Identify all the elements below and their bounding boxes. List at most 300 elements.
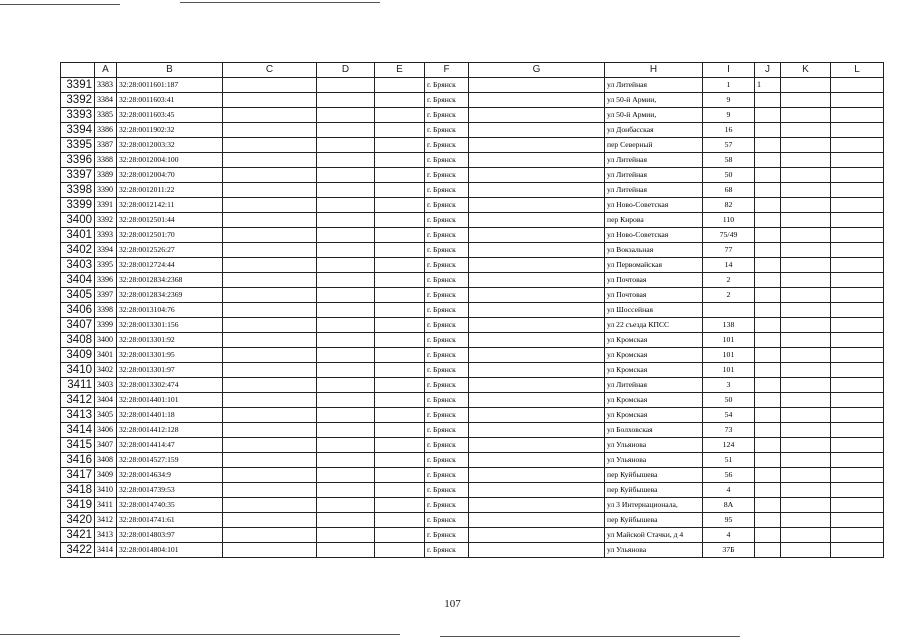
cell-e[interactable]	[375, 273, 425, 288]
cell-e[interactable]	[375, 198, 425, 213]
cell-j[interactable]	[755, 228, 781, 243]
cell-c[interactable]	[223, 183, 317, 198]
row-number[interactable]: 3404	[61, 273, 95, 288]
cell-e[interactable]	[375, 318, 425, 333]
cell-k[interactable]	[781, 378, 831, 393]
cell-j[interactable]	[755, 108, 781, 123]
row-number[interactable]: 3419	[61, 498, 95, 513]
cell-c[interactable]	[223, 108, 317, 123]
cell-i[interactable]: 75/49	[703, 228, 755, 243]
cell-j[interactable]	[755, 483, 781, 498]
cell-c[interactable]	[223, 483, 317, 498]
cell-b[interactable]: 32:28:0013301:92	[117, 333, 223, 348]
cell-f[interactable]: г. Брянск	[425, 483, 469, 498]
cell-k[interactable]	[781, 168, 831, 183]
cell-e[interactable]	[375, 408, 425, 423]
cell-i[interactable]: 82	[703, 198, 755, 213]
cell-j[interactable]	[755, 333, 781, 348]
cell-g[interactable]	[469, 153, 605, 168]
cell-f[interactable]: г. Брянск	[425, 213, 469, 228]
cell-j[interactable]	[755, 348, 781, 363]
cell-k[interactable]	[781, 543, 831, 558]
row-number[interactable]: 3398	[61, 183, 95, 198]
cell-l[interactable]	[831, 153, 884, 168]
cell-j[interactable]	[755, 513, 781, 528]
cell-h[interactable]: ул Почтовая	[605, 288, 703, 303]
cell-b[interactable]: 32:28:0014401:101	[117, 393, 223, 408]
cell-d[interactable]	[317, 423, 375, 438]
row-number[interactable]: 3415	[61, 438, 95, 453]
column-header-j[interactable]: J	[755, 63, 781, 78]
cell-c[interactable]	[223, 363, 317, 378]
cell-f[interactable]: г. Брянск	[425, 243, 469, 258]
cell-c[interactable]	[223, 468, 317, 483]
cell-k[interactable]	[781, 273, 831, 288]
cell-e[interactable]	[375, 378, 425, 393]
cell-a[interactable]: 3389	[95, 168, 117, 183]
cell-l[interactable]	[831, 378, 884, 393]
cell-g[interactable]	[469, 528, 605, 543]
cell-e[interactable]	[375, 228, 425, 243]
cell-l[interactable]	[831, 528, 884, 543]
cell-c[interactable]	[223, 393, 317, 408]
cell-j[interactable]	[755, 423, 781, 438]
column-header-b[interactable]: B	[117, 63, 223, 78]
cell-a[interactable]: 3388	[95, 153, 117, 168]
cell-a[interactable]: 3406	[95, 423, 117, 438]
cell-j[interactable]: 1	[755, 78, 781, 93]
cell-h[interactable]: пер Куйбышева	[605, 468, 703, 483]
corner-cell[interactable]	[61, 63, 95, 78]
cell-g[interactable]	[469, 228, 605, 243]
row-number[interactable]: 3410	[61, 363, 95, 378]
cell-g[interactable]	[469, 483, 605, 498]
cell-f[interactable]: г. Брянск	[425, 348, 469, 363]
cell-k[interactable]	[781, 393, 831, 408]
cell-a[interactable]: 3409	[95, 468, 117, 483]
cell-g[interactable]	[469, 363, 605, 378]
cell-b[interactable]: 32:28:0012004:70	[117, 168, 223, 183]
cell-l[interactable]	[831, 123, 884, 138]
cell-g[interactable]	[469, 273, 605, 288]
cell-a[interactable]: 3414	[95, 543, 117, 558]
cell-b[interactable]: 32:28:0012724:44	[117, 258, 223, 273]
column-header-i[interactable]: I	[703, 63, 755, 78]
cell-a[interactable]: 3399	[95, 318, 117, 333]
cell-c[interactable]	[223, 543, 317, 558]
cell-i[interactable]: 95	[703, 513, 755, 528]
cell-k[interactable]	[781, 333, 831, 348]
cell-h[interactable]: ул Донбасская	[605, 123, 703, 138]
cell-j[interactable]	[755, 123, 781, 138]
cell-e[interactable]	[375, 168, 425, 183]
cell-l[interactable]	[831, 93, 884, 108]
row-number[interactable]: 3391	[61, 78, 95, 93]
cell-d[interactable]	[317, 453, 375, 468]
cell-i[interactable]: 16	[703, 123, 755, 138]
cell-j[interactable]	[755, 288, 781, 303]
cell-g[interactable]	[469, 408, 605, 423]
cell-l[interactable]	[831, 108, 884, 123]
cell-h[interactable]: ул Кромская	[605, 333, 703, 348]
cell-e[interactable]	[375, 123, 425, 138]
cell-f[interactable]: г. Брянск	[425, 228, 469, 243]
cell-c[interactable]	[223, 78, 317, 93]
cell-d[interactable]	[317, 288, 375, 303]
cell-f[interactable]: г. Брянск	[425, 288, 469, 303]
cell-a[interactable]: 3397	[95, 288, 117, 303]
cell-h[interactable]: ул Кромская	[605, 348, 703, 363]
cell-f[interactable]: г. Брянск	[425, 258, 469, 273]
cell-a[interactable]: 3392	[95, 213, 117, 228]
cell-b[interactable]: 32:28:0012011:22	[117, 183, 223, 198]
cell-a[interactable]: 3403	[95, 378, 117, 393]
cell-g[interactable]	[469, 393, 605, 408]
cell-h[interactable]: ул Первомайская	[605, 258, 703, 273]
cell-b[interactable]: 32:28:0013301:97	[117, 363, 223, 378]
cell-g[interactable]	[469, 468, 605, 483]
cell-h[interactable]: ул Литейная	[605, 78, 703, 93]
cell-j[interactable]	[755, 213, 781, 228]
cell-d[interactable]	[317, 528, 375, 543]
cell-f[interactable]: г. Брянск	[425, 438, 469, 453]
cell-a[interactable]: 3383	[95, 78, 117, 93]
cell-h[interactable]: ул 22 съезда КПСС	[605, 318, 703, 333]
cell-a[interactable]: 3391	[95, 198, 117, 213]
column-header-f[interactable]: F	[425, 63, 469, 78]
cell-k[interactable]	[781, 123, 831, 138]
cell-f[interactable]: г. Брянск	[425, 363, 469, 378]
cell-d[interactable]	[317, 183, 375, 198]
cell-g[interactable]	[469, 78, 605, 93]
cell-b[interactable]: 32:28:0012501:70	[117, 228, 223, 243]
cell-f[interactable]: г. Брянск	[425, 123, 469, 138]
cell-f[interactable]: г. Брянск	[425, 333, 469, 348]
row-number[interactable]: 3400	[61, 213, 95, 228]
cell-l[interactable]	[831, 288, 884, 303]
cell-k[interactable]	[781, 138, 831, 153]
cell-d[interactable]	[317, 138, 375, 153]
cell-i[interactable]: 14	[703, 258, 755, 273]
cell-b[interactable]: 32:28:0013302:474	[117, 378, 223, 393]
cell-i[interactable]: 124	[703, 438, 755, 453]
cell-a[interactable]: 3393	[95, 228, 117, 243]
cell-l[interactable]	[831, 303, 884, 318]
cell-h[interactable]: ул Литейная	[605, 183, 703, 198]
cell-f[interactable]: г. Брянск	[425, 498, 469, 513]
cell-g[interactable]	[469, 423, 605, 438]
cell-e[interactable]	[375, 258, 425, 273]
cell-g[interactable]	[469, 93, 605, 108]
cell-d[interactable]	[317, 408, 375, 423]
cell-l[interactable]	[831, 483, 884, 498]
cell-i[interactable]: 2	[703, 288, 755, 303]
cell-l[interactable]	[831, 318, 884, 333]
cell-k[interactable]	[781, 228, 831, 243]
cell-g[interactable]	[469, 258, 605, 273]
cell-l[interactable]	[831, 273, 884, 288]
cell-a[interactable]: 3395	[95, 258, 117, 273]
cell-i[interactable]: 1	[703, 78, 755, 93]
cell-f[interactable]: г. Брянск	[425, 393, 469, 408]
cell-e[interactable]	[375, 153, 425, 168]
cell-i[interactable]: 51	[703, 453, 755, 468]
cell-d[interactable]	[317, 78, 375, 93]
cell-d[interactable]	[317, 363, 375, 378]
cell-g[interactable]	[469, 168, 605, 183]
cell-a[interactable]: 3400	[95, 333, 117, 348]
cell-c[interactable]	[223, 153, 317, 168]
cell-e[interactable]	[375, 438, 425, 453]
cell-g[interactable]	[469, 453, 605, 468]
cell-f[interactable]: г. Брянск	[425, 78, 469, 93]
cell-i[interactable]: 138	[703, 318, 755, 333]
cell-j[interactable]	[755, 243, 781, 258]
row-number[interactable]: 3403	[61, 258, 95, 273]
cell-b[interactable]: 32:28:0014412:128	[117, 423, 223, 438]
cell-a[interactable]: 3411	[95, 498, 117, 513]
cell-c[interactable]	[223, 168, 317, 183]
cell-a[interactable]: 3385	[95, 108, 117, 123]
cell-h[interactable]: ул 50-й Армии,	[605, 108, 703, 123]
cell-b[interactable]: 32:28:0012501:44	[117, 213, 223, 228]
cell-g[interactable]	[469, 318, 605, 333]
cell-i[interactable]: 9	[703, 93, 755, 108]
cell-e[interactable]	[375, 513, 425, 528]
cell-e[interactable]	[375, 93, 425, 108]
cell-f[interactable]: г. Брянск	[425, 168, 469, 183]
cell-d[interactable]	[317, 498, 375, 513]
cell-d[interactable]	[317, 123, 375, 138]
cell-f[interactable]: г. Брянск	[425, 93, 469, 108]
cell-d[interactable]	[317, 393, 375, 408]
cell-i[interactable]: 77	[703, 243, 755, 258]
cell-g[interactable]	[469, 543, 605, 558]
cell-c[interactable]	[223, 228, 317, 243]
row-number[interactable]: 3395	[61, 138, 95, 153]
cell-k[interactable]	[781, 108, 831, 123]
cell-i[interactable]: 2	[703, 273, 755, 288]
cell-e[interactable]	[375, 78, 425, 93]
cell-i[interactable]: 4	[703, 528, 755, 543]
cell-c[interactable]	[223, 123, 317, 138]
cell-l[interactable]	[831, 408, 884, 423]
cell-j[interactable]	[755, 363, 781, 378]
cell-l[interactable]	[831, 168, 884, 183]
cell-g[interactable]	[469, 513, 605, 528]
cell-k[interactable]	[781, 93, 831, 108]
cell-f[interactable]: г. Брянск	[425, 408, 469, 423]
cell-g[interactable]	[469, 333, 605, 348]
row-number[interactable]: 3416	[61, 453, 95, 468]
cell-d[interactable]	[317, 318, 375, 333]
cell-f[interactable]: г. Брянск	[425, 183, 469, 198]
row-number[interactable]: 3421	[61, 528, 95, 543]
cell-c[interactable]	[223, 528, 317, 543]
cell-f[interactable]: г. Брянск	[425, 423, 469, 438]
cell-k[interactable]	[781, 348, 831, 363]
cell-h[interactable]: ул Ульянова	[605, 453, 703, 468]
cell-k[interactable]	[781, 498, 831, 513]
cell-d[interactable]	[317, 513, 375, 528]
cell-d[interactable]	[317, 228, 375, 243]
column-header-d[interactable]: D	[317, 63, 375, 78]
cell-d[interactable]	[317, 543, 375, 558]
cell-b[interactable]: 32:28:0012834:2368	[117, 273, 223, 288]
row-number[interactable]: 3418	[61, 483, 95, 498]
cell-d[interactable]	[317, 273, 375, 288]
cell-h[interactable]: пер Куйбышева	[605, 513, 703, 528]
cell-h[interactable]: ул Кромская	[605, 408, 703, 423]
cell-k[interactable]	[781, 78, 831, 93]
cell-k[interactable]	[781, 483, 831, 498]
cell-i[interactable]: 101	[703, 363, 755, 378]
cell-h[interactable]: ул Майской Стачки, д 4	[605, 528, 703, 543]
column-header-e[interactable]: E	[375, 63, 425, 78]
cell-i[interactable]: 50	[703, 393, 755, 408]
cell-g[interactable]	[469, 498, 605, 513]
cell-c[interactable]	[223, 378, 317, 393]
cell-i[interactable]: 58	[703, 153, 755, 168]
cell-e[interactable]	[375, 243, 425, 258]
cell-c[interactable]	[223, 273, 317, 288]
cell-c[interactable]	[223, 93, 317, 108]
cell-l[interactable]	[831, 498, 884, 513]
cell-h[interactable]: ул Вокзальная	[605, 243, 703, 258]
cell-f[interactable]: г. Брянск	[425, 108, 469, 123]
cell-a[interactable]: 3401	[95, 348, 117, 363]
cell-i[interactable]: 3	[703, 378, 755, 393]
cell-b[interactable]: 32:28:0012004:100	[117, 153, 223, 168]
cell-l[interactable]	[831, 423, 884, 438]
cell-l[interactable]	[831, 393, 884, 408]
cell-f[interactable]: г. Брянск	[425, 378, 469, 393]
cell-a[interactable]: 3390	[95, 183, 117, 198]
cell-d[interactable]	[317, 438, 375, 453]
row-number[interactable]: 3397	[61, 168, 95, 183]
cell-j[interactable]	[755, 183, 781, 198]
cell-k[interactable]	[781, 258, 831, 273]
cell-f[interactable]: г. Брянск	[425, 303, 469, 318]
cell-i[interactable]: 73	[703, 423, 755, 438]
cell-j[interactable]	[755, 438, 781, 453]
cell-f[interactable]: г. Брянск	[425, 513, 469, 528]
cell-e[interactable]	[375, 543, 425, 558]
cell-i[interactable]: 8А	[703, 498, 755, 513]
cell-d[interactable]	[317, 243, 375, 258]
cell-b[interactable]: 32:28:0014740:35	[117, 498, 223, 513]
cell-k[interactable]	[781, 438, 831, 453]
cell-g[interactable]	[469, 303, 605, 318]
cell-e[interactable]	[375, 348, 425, 363]
column-header-h[interactable]: H	[605, 63, 703, 78]
cell-j[interactable]	[755, 138, 781, 153]
cell-i[interactable]: 50	[703, 168, 755, 183]
cell-f[interactable]: г. Брянск	[425, 543, 469, 558]
column-header-l[interactable]: L	[831, 63, 884, 78]
row-number[interactable]: 3417	[61, 468, 95, 483]
cell-f[interactable]: г. Брянск	[425, 528, 469, 543]
row-number[interactable]: 3394	[61, 123, 95, 138]
cell-d[interactable]	[317, 213, 375, 228]
cell-h[interactable]: ул Шоссейная	[605, 303, 703, 318]
cell-h[interactable]: ул 50-й Армии,	[605, 93, 703, 108]
cell-d[interactable]	[317, 258, 375, 273]
cell-d[interactable]	[317, 348, 375, 363]
cell-l[interactable]	[831, 513, 884, 528]
cell-g[interactable]	[469, 138, 605, 153]
cell-k[interactable]	[781, 198, 831, 213]
cell-h[interactable]: ул Ново-Советская	[605, 198, 703, 213]
row-number[interactable]: 3405	[61, 288, 95, 303]
cell-j[interactable]	[755, 153, 781, 168]
cell-c[interactable]	[223, 453, 317, 468]
cell-d[interactable]	[317, 303, 375, 318]
row-number[interactable]: 3414	[61, 423, 95, 438]
cell-h[interactable]: ул Ульянова	[605, 543, 703, 558]
cell-g[interactable]	[469, 213, 605, 228]
cell-b[interactable]: 32:28:0014634:9	[117, 468, 223, 483]
cell-d[interactable]	[317, 468, 375, 483]
cell-c[interactable]	[223, 423, 317, 438]
cell-j[interactable]	[755, 393, 781, 408]
cell-j[interactable]	[755, 303, 781, 318]
cell-j[interactable]	[755, 93, 781, 108]
cell-l[interactable]	[831, 243, 884, 258]
cell-d[interactable]	[317, 483, 375, 498]
cell-a[interactable]: 3394	[95, 243, 117, 258]
cell-b[interactable]: 32:28:0014414:47	[117, 438, 223, 453]
row-number[interactable]: 3406	[61, 303, 95, 318]
cell-e[interactable]	[375, 453, 425, 468]
column-header-c[interactable]: C	[223, 63, 317, 78]
cell-i[interactable]	[703, 303, 755, 318]
cell-g[interactable]	[469, 108, 605, 123]
cell-l[interactable]	[831, 333, 884, 348]
cell-h[interactable]: ул Болховская	[605, 423, 703, 438]
cell-a[interactable]: 3402	[95, 363, 117, 378]
cell-j[interactable]	[755, 273, 781, 288]
row-number[interactable]: 3408	[61, 333, 95, 348]
cell-b[interactable]: 32:28:0012526:27	[117, 243, 223, 258]
cell-d[interactable]	[317, 108, 375, 123]
cell-b[interactable]: 32:28:0012003:32	[117, 138, 223, 153]
cell-k[interactable]	[781, 183, 831, 198]
cell-a[interactable]: 3408	[95, 453, 117, 468]
cell-k[interactable]	[781, 318, 831, 333]
cell-l[interactable]	[831, 543, 884, 558]
cell-f[interactable]: г. Брянск	[425, 468, 469, 483]
cell-l[interactable]	[831, 363, 884, 378]
cell-h[interactable]: ул 3 Интернационала,	[605, 498, 703, 513]
cell-d[interactable]	[317, 93, 375, 108]
cell-l[interactable]	[831, 78, 884, 93]
cell-k[interactable]	[781, 288, 831, 303]
cell-l[interactable]	[831, 468, 884, 483]
cell-i[interactable]: 4	[703, 483, 755, 498]
cell-b[interactable]: 32:28:0014803:97	[117, 528, 223, 543]
cell-j[interactable]	[755, 468, 781, 483]
cell-b[interactable]: 32:28:0011902:32	[117, 123, 223, 138]
cell-k[interactable]	[781, 153, 831, 168]
cell-f[interactable]: г. Брянск	[425, 153, 469, 168]
cell-i[interactable]: 68	[703, 183, 755, 198]
cell-g[interactable]	[469, 378, 605, 393]
cell-c[interactable]	[223, 438, 317, 453]
cell-f[interactable]: г. Брянск	[425, 198, 469, 213]
cell-d[interactable]	[317, 378, 375, 393]
cell-g[interactable]	[469, 183, 605, 198]
